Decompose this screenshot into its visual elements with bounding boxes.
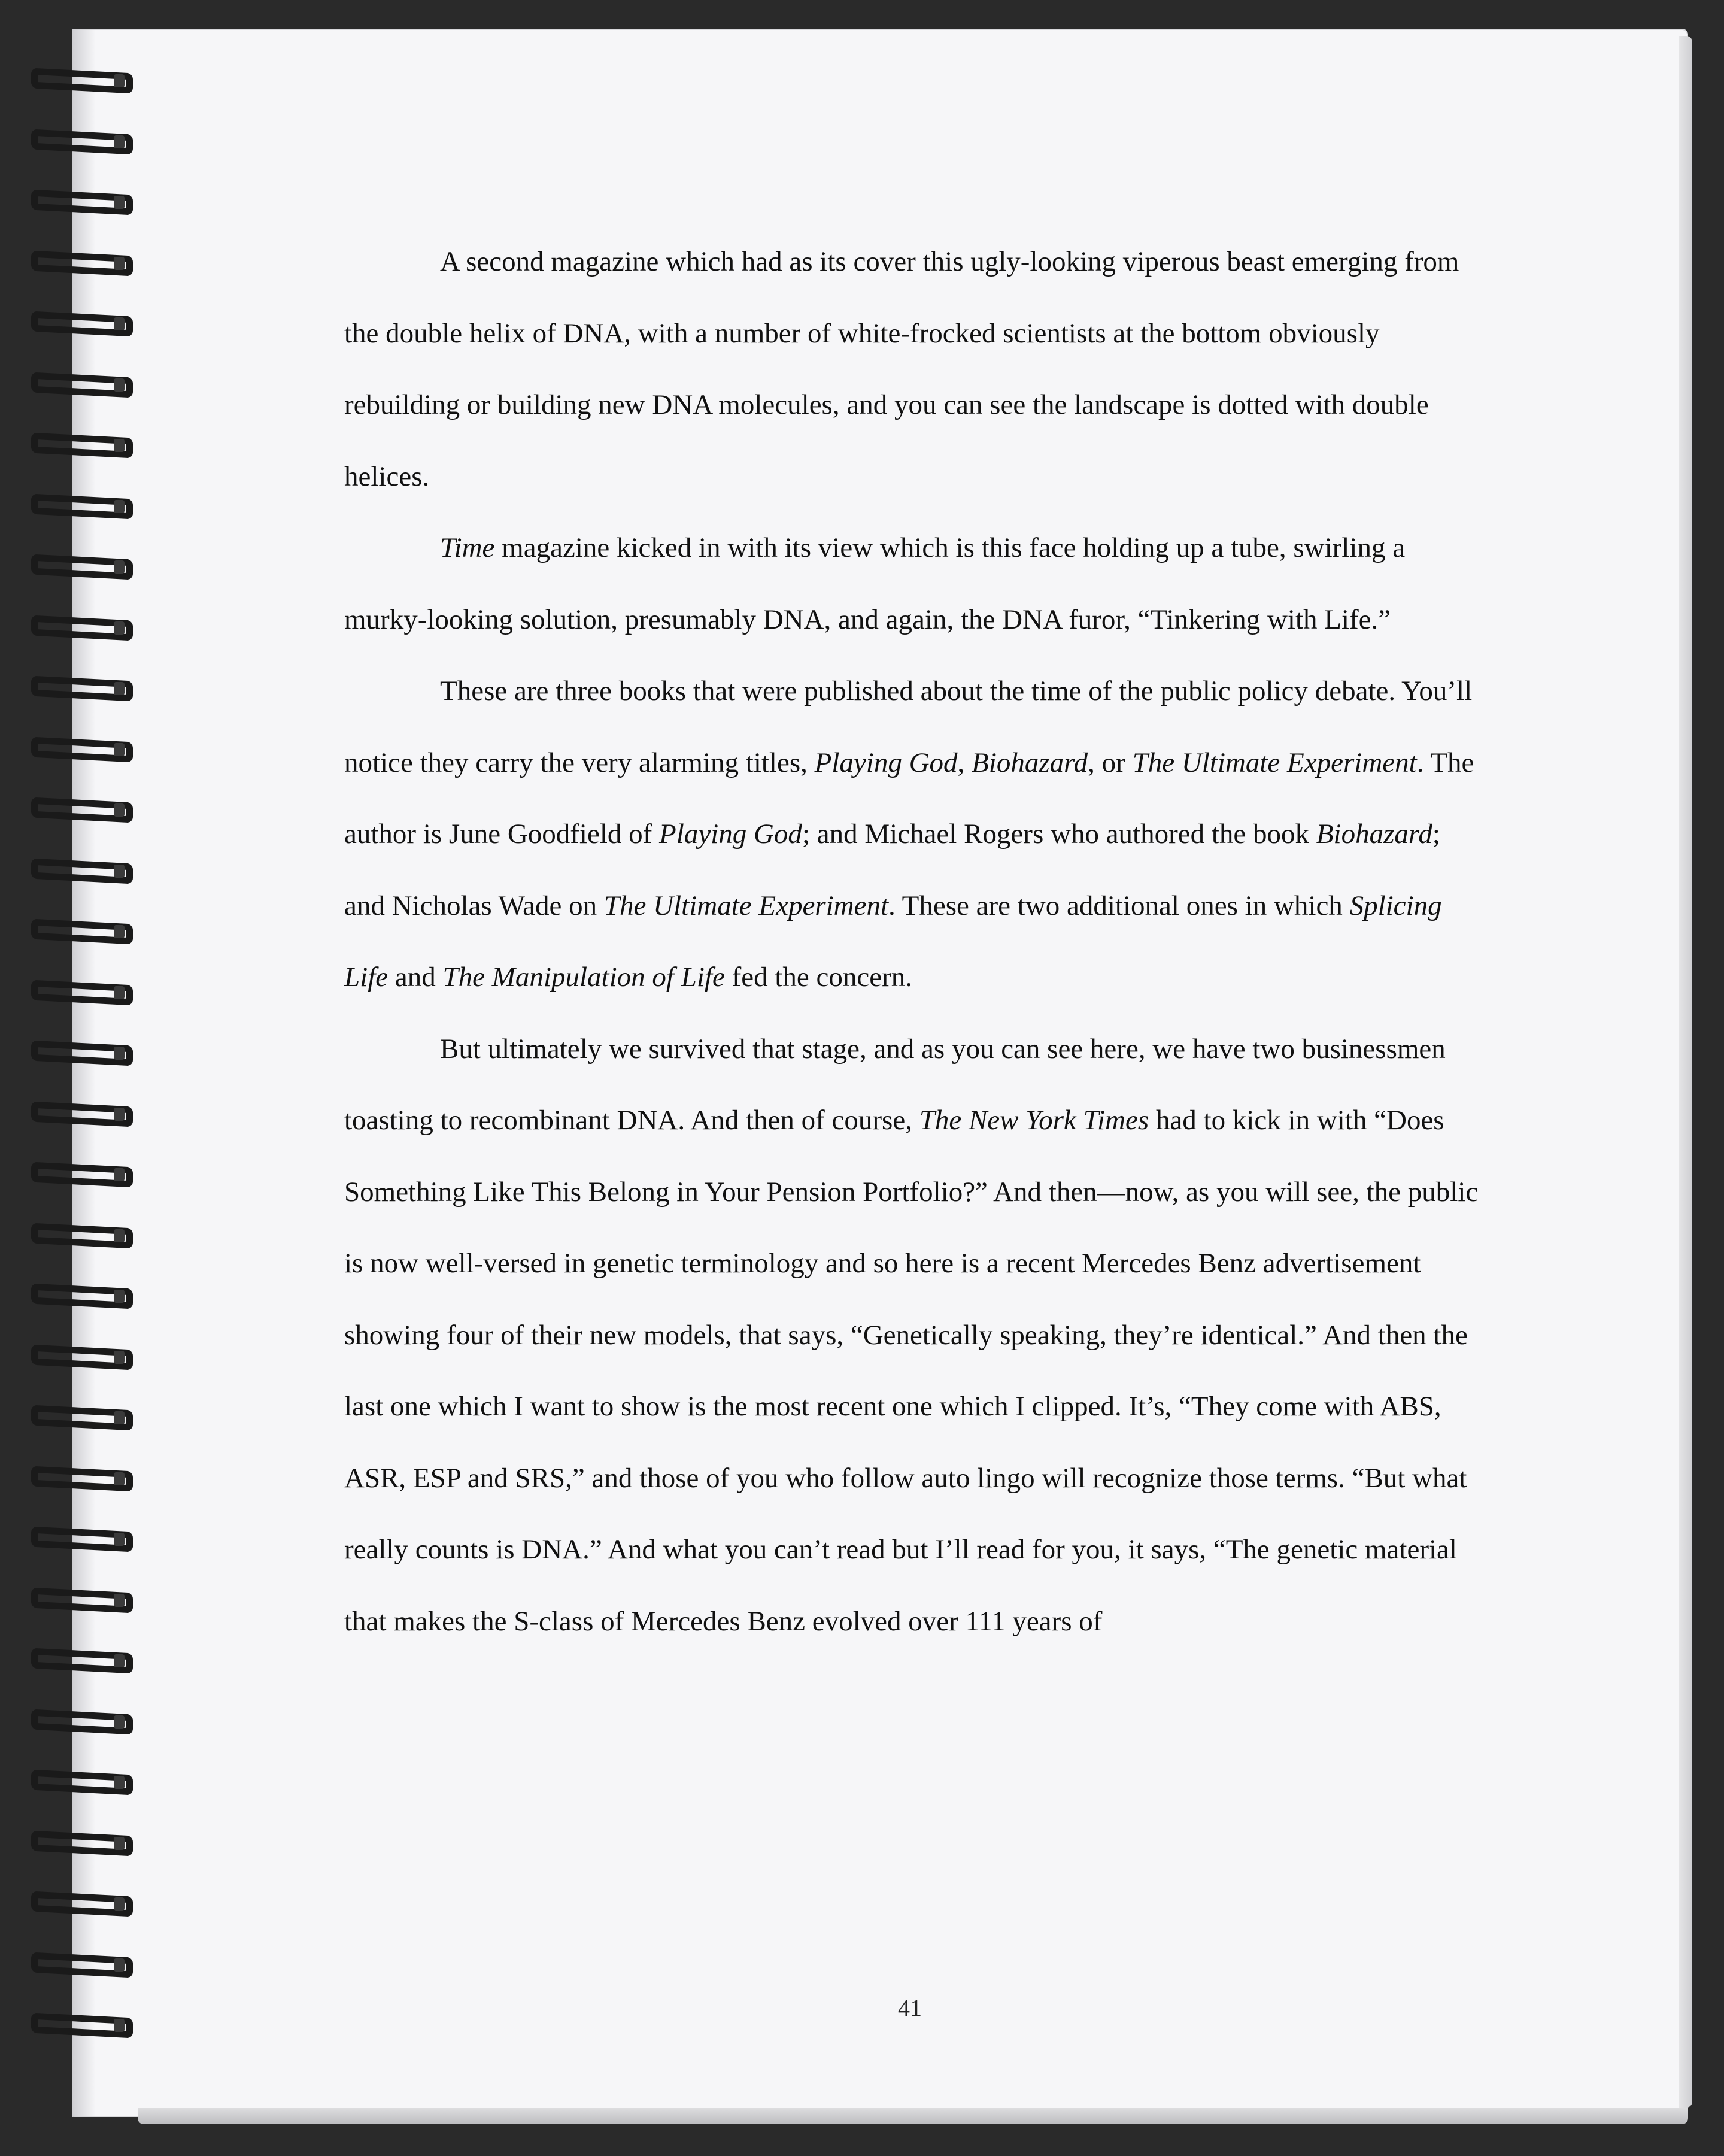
punch-hole: [114, 74, 125, 87]
punch-hole: [114, 1168, 125, 1181]
binding-coil: [24, 1889, 138, 1919]
text-run: fed the concern.: [724, 962, 912, 993]
punch-hole: [114, 1229, 125, 1242]
binding-coil: [24, 127, 138, 157]
punch-hole: [114, 1411, 125, 1424]
binding-coil: [24, 1342, 138, 1372]
punch-hole: [114, 1472, 125, 1485]
punch-hole: [114, 439, 125, 452]
binding-coil: [24, 430, 138, 460]
binding-coil: [24, 613, 138, 643]
text-run: . These are two additional ones in which: [888, 890, 1350, 921]
binding-coil: [24, 2011, 138, 2040]
punch-hole: [114, 196, 125, 209]
binding-coil: [24, 674, 138, 703]
punch-hole: [114, 803, 125, 817]
italic-title: Playing God: [814, 747, 958, 778]
text-run: , or: [1088, 747, 1133, 778]
binding-coil: [24, 1828, 138, 1858]
paragraph: [344, 226, 1482, 513]
binding-coil: [24, 1585, 138, 1615]
binding-coil: [24, 1767, 138, 1797]
punch-hole: [114, 1290, 125, 1303]
spiral-binding: [24, 66, 144, 2090]
italic-title: The Manipulation of Life: [442, 962, 725, 993]
punch-hole: [114, 1837, 125, 1850]
text-run: . The author is June Goodfield of: [344, 747, 1474, 850]
punch-hole: [114, 621, 125, 635]
binding-coil: [24, 1464, 138, 1494]
binding-coil: [24, 1646, 138, 1676]
binding-coil: [24, 248, 138, 278]
page-bottom-edge: [138, 2108, 1688, 2124]
binding-coil: [24, 66, 138, 96]
punch-hole: [114, 2019, 125, 2032]
binding-coil: [24, 1160, 138, 1190]
text-run: These are three books that were published about the time of the public policy debate. You’ll notice they carry the very alarming titles,: [344, 675, 1473, 778]
binding-coil: [24, 795, 138, 825]
punch-hole: [114, 378, 125, 392]
binding-coil: [24, 492, 138, 521]
body-text: [344, 226, 1482, 1657]
binding-coil: [24, 978, 138, 1008]
binding-coil: [24, 856, 138, 886]
italic-title: The New York Times: [919, 1105, 1149, 1136]
text-run: and: [388, 962, 443, 993]
punch-hole: [114, 1533, 125, 1546]
punch-hole: [114, 743, 125, 756]
paragraph: [344, 513, 1482, 656]
italic-title: Playing God: [659, 818, 802, 850]
punch-hole: [114, 1594, 125, 1607]
text-run: ,: [957, 747, 972, 778]
binding-coil: [24, 1707, 138, 1737]
text-run: ; and Michael Rogers who authored the book: [802, 818, 1316, 850]
binding-coil: [24, 1403, 138, 1433]
punch-hole: [114, 1958, 125, 1972]
punch-hole: [114, 1897, 125, 1911]
italic-title: The Ultimate Experiment: [603, 890, 889, 921]
text-run: ; and Nicholas Wade on: [344, 818, 1440, 921]
page-right-edge: [1679, 36, 1692, 2108]
italic-title: The Ultimate Experiment: [1132, 747, 1417, 778]
punch-hole: [114, 135, 125, 148]
punch-hole: [114, 1108, 125, 1121]
binding-coil: [24, 1524, 138, 1554]
binding-coil: [24, 1950, 138, 1980]
binding-coil: [24, 1281, 138, 1311]
text-run: had to kick in with “Does Something Like This Belong in Your Pension Portfolio?” And then—now, as you will see, the public is now well-versed in genetic terminology and so here is a recent Mercedes Benz advertisement showing four of their new models, that says, “Genetically speaking, they’re identical.” And then the last one which I want to show is the most recent one which I clipped. It’s, “They come with ABS, ASR, ESP and SRS,” and those of you who follow auto lingo will recognize those terms. “But what really counts is DNA.” And what you can’t read but I’ll read for you, it says, “The genetic material that makes the S-class of Mercedes Benz evolved over 111 years of: [344, 1105, 1479, 1637]
italic-title: Splicing Life: [344, 890, 1442, 993]
italic-title: Biohazard: [972, 747, 1088, 778]
punch-hole: [114, 925, 125, 938]
binding-coil: [24, 735, 138, 765]
text-run: A second magazine which had as its cover this ugly-looking viperous beast emerging from the double helix of DNA, with a number of white-frocked scientists at the bottom obviously rebuilding or building new DNA molecules, and you can see the landscape is dotted with double helices.: [344, 246, 1459, 492]
binding-coil: [24, 309, 138, 339]
binding-coil: [24, 370, 138, 400]
italic-title: Biohazard: [1316, 818, 1432, 850]
text-run: magazine kicked in with its view which is this face holding up a tube, swirling a murky-looking solution, presumably DNA, and again, the DNA furor, “Tinkering with Life.”: [344, 532, 1406, 635]
binding-coil: [24, 1221, 138, 1251]
binding-coil: [24, 187, 138, 217]
binding-coil: [24, 917, 138, 947]
punch-hole: [114, 986, 125, 999]
text-run: But ultimately we survived that stage, and as you can see here, we have two businessmen toasting to recombinant DNA. And then of course,: [344, 1033, 1446, 1136]
punch-hole: [114, 257, 125, 270]
punch-hole: [114, 1715, 125, 1729]
punch-hole: [114, 1047, 125, 1060]
paragraph: [344, 656, 1482, 1014]
punch-hole: [114, 1654, 125, 1667]
punch-hole: [114, 1776, 125, 1789]
punch-hole: [114, 560, 125, 574]
punch-hole: [114, 865, 125, 878]
italic-title: Time: [440, 532, 495, 563]
punch-hole: [114, 682, 125, 695]
binding-coil: [24, 1038, 138, 1068]
punch-hole: [114, 317, 125, 330]
punch-hole: [114, 1351, 125, 1364]
punch-hole: [114, 500, 125, 513]
paragraph: [344, 1014, 1482, 1658]
page-number: 41: [898, 1994, 922, 2021]
binding-coil: [24, 552, 138, 582]
binding-coil: [24, 1099, 138, 1129]
